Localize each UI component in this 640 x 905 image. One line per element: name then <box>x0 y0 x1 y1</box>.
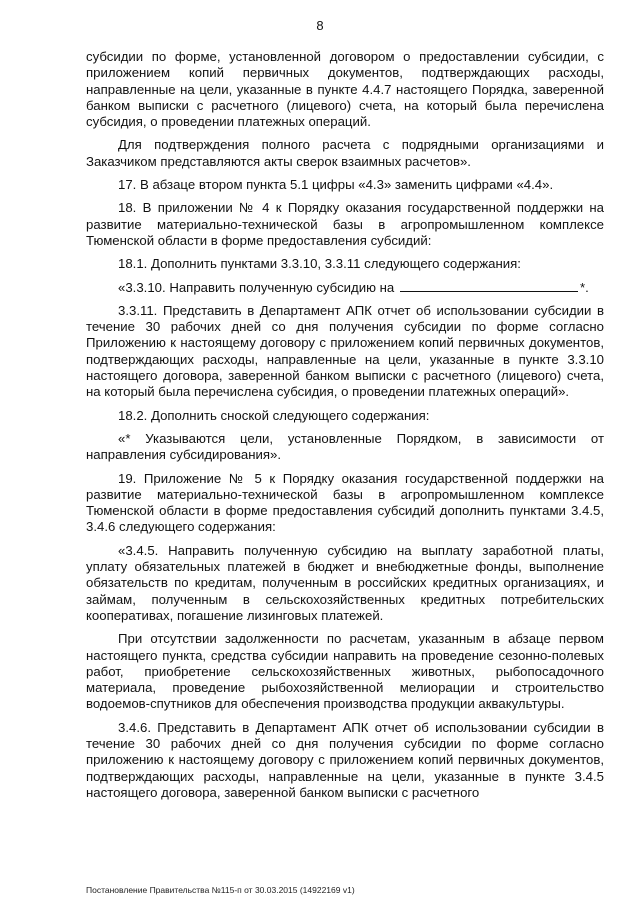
paragraph: Для подтверждения полного расчета с подрядными организациями и Заказчиком представляются акты сверок взаимных расчетов». <box>86 137 604 169</box>
paragraph: 3.4.6. Представить в Департамент АПК отчет об использовании субсидии в течение 30 рабочих дней со дня получения субсидии по форме согласно приложению к настоящему договору с приложением копий первичных документов, подтверждающих расходы, направленные на цели, указанные в пункте 3.4.5 настоящего договора, заверенной банком выписки с расчетного <box>86 719 604 800</box>
paragraph: «* Указываются цели, установленные Порядком, в зависимости от направления субсидирования». <box>86 430 604 463</box>
document-body <box>86 49 604 808</box>
paragraph: При отсутствии задолженности по расчетам, указанным в абзаце первом настоящего пункта, средства субсидии направить на проведение сезонно-полевых работ, приобретение сельскохозяйственных животных, рыбопосадочного материала, проведение рыбохозяйственной мелиорации и строительство водоемов-спутников для обеспечения производства продукции аквакультуры. <box>86 631 604 712</box>
paragraph: 3.3.11. Представить в Департамент АПК отчет об использовании субсидии в течение 30 рабочих дней со дня получения субсидии по форме согласно Приложению к настоящему договору с приложением копий первичных документов, подтверждающих расходы, направленные на цели, указанные в пункте 3.3.10 настоящего договора, заверенной банком выписки с расчетного (лицевого) счета, на который была перечислена субсидия, о проведении платежных операций». <box>86 302 604 400</box>
paragraph: 19. Приложение № 5 к Порядку оказания государственной поддержки на развитие материально-технической базы в агропромышленном комплексе Тюменской области в форме предоставления субсидий дополнить пунктами 3.4.5, 3.4.6 следующего содержания: <box>86 470 604 535</box>
paragraph: 18. В приложении № 4 к Порядку оказания государственной поддержки на развитие материально-технической базы в агропромышленном комплексе Тюменской области в форме предоставления субсидий: <box>86 200 604 248</box>
fill-in-blank-line <box>400 280 578 292</box>
document-footer: Постановление Правительства №115-п от 30.03.2015 (14922169 v1) <box>86 885 355 895</box>
page-number: 8 <box>316 18 324 33</box>
paragraph-text: «3.3.10. Направить полученную субсидию на <box>118 279 395 295</box>
paragraph: 18.2. Дополнить сноской следующего содержания: <box>118 407 430 423</box>
paragraph-with-blank <box>86 280 604 296</box>
paragraph: «3.4.5. Направить полученную субсидию на выплату заработной платы, уплату обязательных платежей в бюджет и внебюджетные фонды, выполнение обязательств по кредитам, полученным в российских кредитных организациях, и займам, полученным в сельскохозяйственных кредитных потребительских кооперативах, погашение лизинговых платежей. <box>86 542 604 623</box>
paragraph: субсидии по форме, установленной договором о предоставлении субсидии, с приложением копий первичных документов, подтверждающих расходы, направленные на цели, указанные в пункте 4.4.7 настоящего Порядка, заверенной банком выписки с расчетного (лицевого) счета, на который была перечислена субсидия, о проведении платежных операций. <box>86 49 604 130</box>
blank-suffix: *. <box>579 279 589 295</box>
paragraph: 18.1. Дополнить пунктами 3.3.10, 3.3.11 следующего содержания: <box>118 256 521 272</box>
paragraph: 17. В абзаце втором пункта 5.1 цифры «4.3» заменить цифрами «4.4». <box>118 177 554 193</box>
